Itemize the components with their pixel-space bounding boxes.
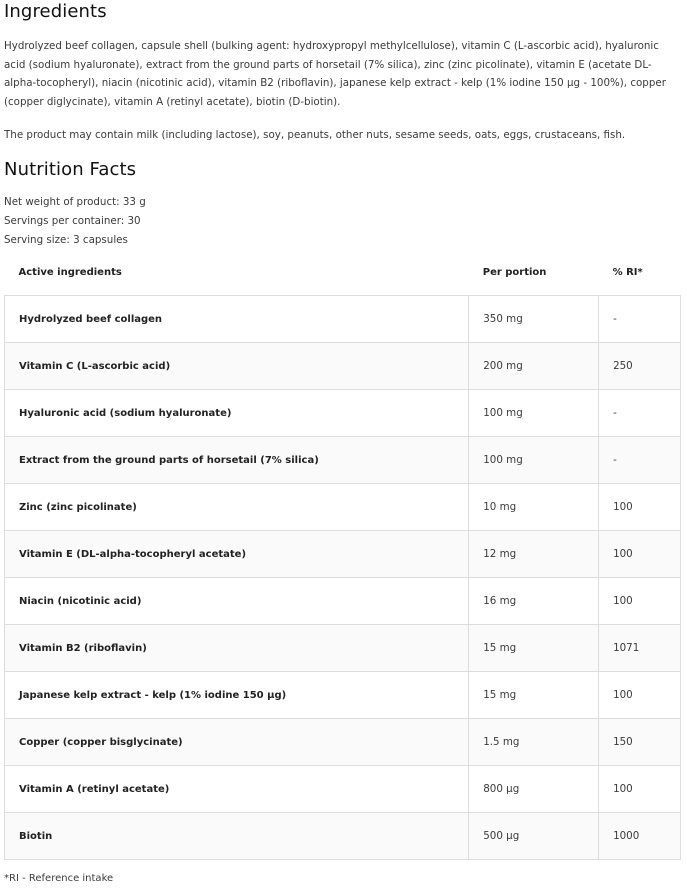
- table-header-row: [5, 249, 681, 296]
- ri-cell: 100: [599, 672, 681, 719]
- ingredient-name-cell: Vitamin B2 (riboflavin): [5, 625, 469, 672]
- per-portion-cell: 200 mg: [469, 343, 599, 390]
- per-portion-cell: 100 mg: [469, 437, 599, 484]
- ingredient-name-cell: Niacin (nicotinic acid): [5, 578, 469, 625]
- serving-size: Serving size: 3 capsules: [4, 234, 128, 247]
- table-row: [5, 531, 681, 578]
- ri-cell: 1071: [599, 625, 681, 672]
- ri-cell: 1000: [599, 813, 681, 860]
- product-facts: [4, 193, 146, 251]
- per-portion-cell: 500 µg: [469, 813, 599, 860]
- table-row: [5, 719, 681, 766]
- table-row: [5, 437, 681, 484]
- column-header-active-ingredients: Active ingredients: [5, 249, 469, 296]
- ingredient-name-cell: Extract from the ground parts of horsetail (7% silica): [5, 437, 469, 484]
- ri-cell: 100: [599, 531, 681, 578]
- ingredients-text: Hydrolyzed beef collagen, capsule shell (bulking agent: hydroxypropyl methylcellulose), vitamin C (L-ascorbic acid), hyaluronic acid (sodium hyaluronate), extract from the ground parts of horsetail (7% silica), zinc (zinc picolinate), vitamin E (acetate DL-alpha-tocopheryl), niacin (nicotinic acid), vitamin B2 (riboflavin), japanese kelp extract - kelp (1% iodine 150 µg - 100%), copper (copper diglycinate), vitamin A (retinyl acetate), biotin (D-biotin).: [4, 40, 666, 108]
- ri-cell: -: [599, 390, 681, 437]
- net-weight: Net weight of product: 33 g: [4, 196, 146, 208]
- table-row: [5, 578, 681, 625]
- allergen-warning: The product may contain milk (including lactose), soy, peanuts, other nuts, sesame seeds, oats, eggs, crustaceans, fish.: [4, 129, 626, 141]
- ri-cell: 100: [599, 578, 681, 625]
- ingredient-name-cell: Hydrolyzed beef collagen: [5, 296, 469, 343]
- ingredient-name-cell: Vitamin E (DL-alpha-tocopheryl acetate): [5, 531, 469, 578]
- table-row: [5, 296, 681, 343]
- ingredient-name-cell: Zinc (zinc picolinate): [5, 484, 469, 531]
- per-portion-cell: 350 mg: [469, 296, 599, 343]
- ri-cell: -: [599, 296, 681, 343]
- ingredient-name-cell: Copper (copper bisglycinate): [5, 719, 469, 766]
- per-portion-cell: 100 mg: [469, 390, 599, 437]
- table-row: [5, 343, 681, 390]
- per-portion-cell: 1.5 mg: [469, 719, 599, 766]
- nutrition-facts-heading: Nutrition Facts: [4, 159, 137, 180]
- table-row: [5, 672, 681, 719]
- ri-cell: 250: [599, 343, 681, 390]
- table-row: [5, 813, 681, 860]
- per-portion-cell: 12 mg: [469, 531, 599, 578]
- ingredient-name-cell: Biotin: [5, 813, 469, 860]
- table-row: [5, 766, 681, 813]
- ri-footnote: *RI - Reference intake: [4, 873, 114, 884]
- ingredient-name-cell: Vitamin C (L-ascorbic acid): [5, 343, 469, 390]
- per-portion-cell: 10 mg: [469, 484, 599, 531]
- column-header-per-portion: Per portion: [469, 249, 599, 296]
- table-row: [5, 484, 681, 531]
- ri-cell: -: [599, 437, 681, 484]
- table-row: [5, 390, 681, 437]
- per-portion-cell: 16 mg: [469, 578, 599, 625]
- per-portion-cell: 15 mg: [469, 625, 599, 672]
- per-portion-cell: 15 mg: [469, 672, 599, 719]
- ingredient-name-cell: Hyaluronic acid (sodium hyaluronate): [5, 390, 469, 437]
- ingredient-name-cell: Japanese kelp extract - kelp (1% iodine 150 µg): [5, 672, 469, 719]
- servings-per-container: Servings per container: 30: [4, 215, 141, 228]
- ingredients-heading: Ingredients: [4, 1, 107, 22]
- ri-cell: 150: [599, 719, 681, 766]
- nutrition-table: [4, 249, 681, 860]
- per-portion-cell: 800 µg: [469, 766, 599, 813]
- ingredient-name-cell: Vitamin A (retinyl acetate): [5, 766, 469, 813]
- ri-cell: 100: [599, 484, 681, 531]
- table-row: [5, 625, 681, 672]
- ri-cell: 100: [599, 766, 681, 813]
- column-header-ri: % RI*: [599, 249, 681, 296]
